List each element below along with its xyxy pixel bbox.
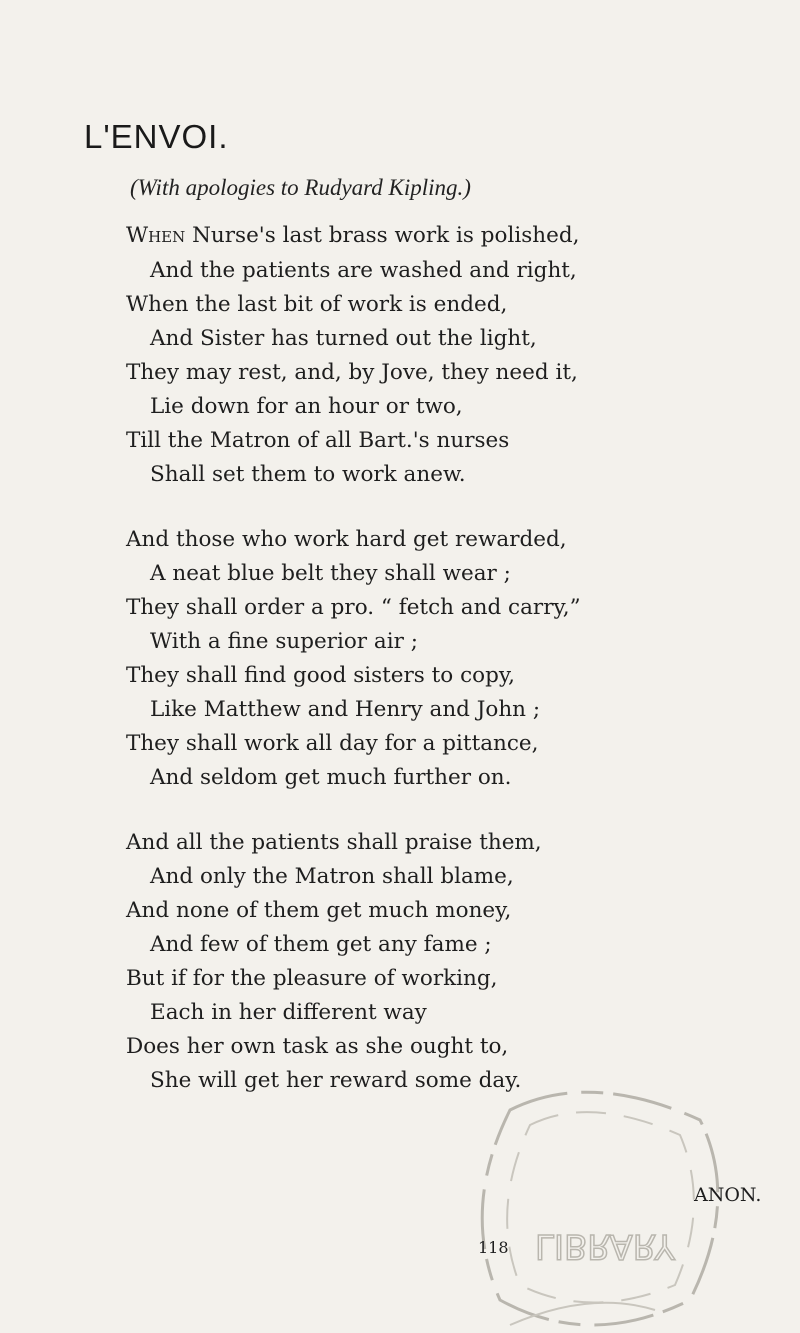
poem-line: With a fine superior air ; [150, 629, 418, 654]
poem-line: Does her own task as she ought to, [126, 1034, 509, 1059]
poem-line: And only the Matron shall blame, [150, 864, 514, 889]
poem-line: Till the Matron of all Bart.'s nurses [126, 428, 510, 453]
poem-line: And those who work hard get rewarded, [126, 527, 567, 552]
poem-line: And none of them get much money, [126, 898, 512, 923]
poem-line: Lie down for an hour or two, [150, 394, 463, 419]
poem-line: A neat blue belt they shall wear ; [150, 561, 511, 586]
poem-line: And the patients are washed and right, [150, 258, 577, 283]
poem-line: They may rest, and, by Jove, they need it, [126, 360, 578, 385]
poem-subtitle: (With apologies to Rudyard Kipling.) [130, 175, 471, 200]
page-number: 118 [478, 1238, 509, 1257]
poem-line [126, 223, 579, 248]
line-text: Nurse's last brass work is polished, [185, 223, 580, 248]
poem-line: She will get her reward some day. [150, 1068, 522, 1093]
poem-line: And few of them get any fame ; [150, 932, 492, 957]
first-word: When [126, 223, 186, 248]
stamp-text: LIBRARY [535, 1226, 676, 1266]
poem-line: And Sister has turned out the light, [150, 326, 537, 351]
poem-line: But if for the pleasure of working, [126, 966, 498, 991]
poem-line: They shall order a pro. “ fetch and carry,” [126, 595, 581, 620]
poem-line: Like Matthew and Henry and John ; [150, 697, 541, 722]
author-signature: ANON. [694, 1184, 762, 1206]
poem-line: Each in her different way [150, 1000, 427, 1025]
poem-line: When the last bit of work is ended, [126, 292, 508, 317]
poem-line: They shall work all day for a pittance, [126, 731, 539, 756]
poem-line: And seldom get much further on. [150, 765, 512, 790]
stamp-border [482, 1092, 718, 1325]
poem-title: L'ENVOI. [84, 118, 229, 155]
poem-line: Shall set them to work anew. [150, 462, 466, 487]
poem-line: And all the patients shall praise them, [126, 830, 542, 855]
poem-line: They shall find good sisters to copy, [126, 663, 515, 688]
stamp-inner-ring [507, 1112, 694, 1302]
